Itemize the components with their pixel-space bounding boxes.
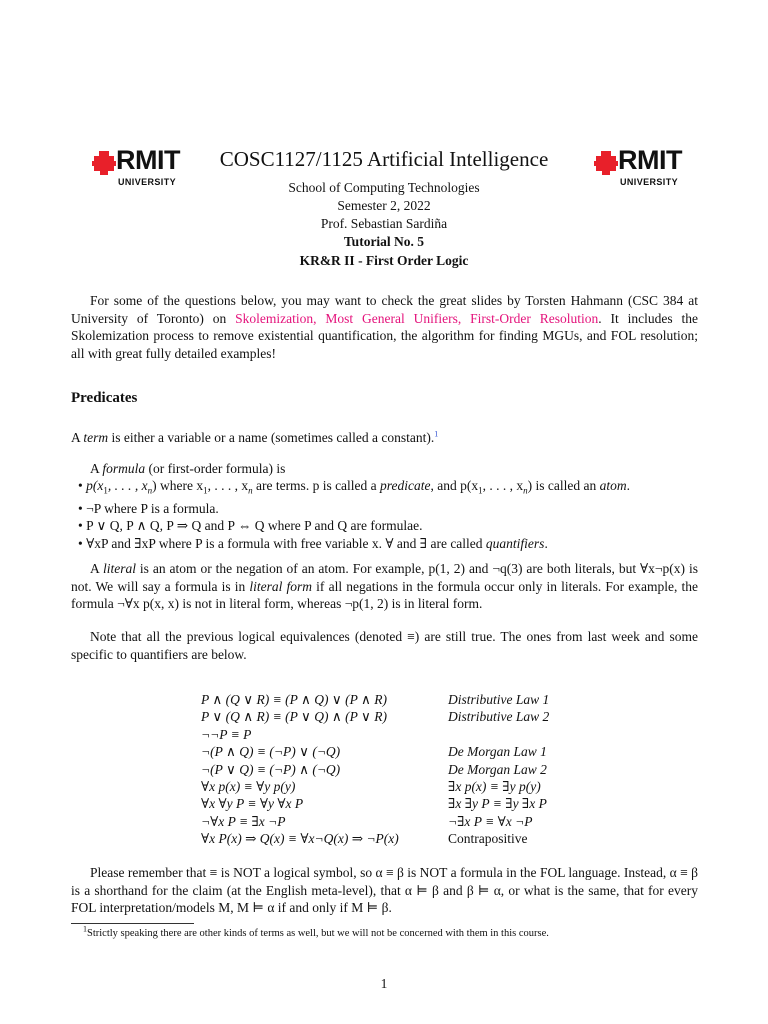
table-row [201,762,581,779]
intro-text: For some of the questions below, you may want to check the great slides by Torsten Hahmann (CSC 384 at University of Toronto) on [71,293,698,326]
list-item: • $p(x_1$, . . . , $x_n$) where $x_1$, . . . , $x_n$ are terms. p is called a predicate, and $p(x_1$, . . . , $x_n$) is called an atom. [78,478,631,496]
term-text: A [71,430,84,445]
equivalence-right: De Morgan Law 1 [448,744,547,760]
logo-text: RMIT [618,145,682,175]
table-row [201,796,581,813]
equivalence-left: ∀x p(x) ≡ ∀y p(y) [201,778,296,794]
list-item: • ∀xP and ∃xP where P is a formula with free variable x. ∀ and ∃ are called quantifiers. [78,535,548,551]
literal-paragraph [71,560,698,613]
logo-text: RMIT [116,145,180,175]
remember-text: Please remember that ≡ is NOT a logical symbol, so α ≡ β is NOT a formula in the FOL language. Instead, α ≡ β is a shorthand for the claim (at the English meta-level), that α ⊨ β and β ⊨ α, or what is the same, that for every FOL interpretation/models M, M ⊨ α if and only if M ⊨ β. [71,865,698,915]
term-text-rest: is either a variable or a name (sometimes called a constant). [108,430,435,445]
equivalence-text: Note that all the previous logical equivalences (denoted ≡) are still true. The ones from last week and some specific to quantifiers are below. [71,629,698,662]
equivalence-table [201,692,581,849]
school-name: School of Computing Technologies [288,180,480,195]
equivalence-right: ∃x ∃y P ≡ ∃y ∃x P [448,796,547,812]
footnote-number: 1 [83,924,87,934]
table-row [201,814,581,831]
b1-part: ) where x [152,478,204,493]
b3-text: P ∨ Q, P ∧ Q, P ⇒ Q and P ⇔ Q where P and Q are formulae. [86,518,423,534]
atom-word: atom [599,478,627,493]
literal-text-end: if all negations in the formula occur only in literals. For example, the formula ¬∀x p(x, x) is not in literal form, whereas ¬p(1, 2) is in literal form. [71,578,699,611]
b1-part: . [626,478,631,493]
equivalence-left: ∀x ∀y P ≡ ∀y ∀x P [201,796,304,812]
formula-text: A [90,461,103,476]
equivalence-left: ¬(P ∧ Q) ≡ (¬P) ∨ (¬Q) [201,744,341,760]
formula-bullet-list [78,477,698,552]
formula-word: formula [102,461,146,476]
footnote-mark[interactable]: 1 [434,429,439,439]
slides-link[interactable]: Skolemization, Most General Unifiers, First-Order Resolution [235,310,599,326]
b2-text: ¬P where P is a formula. [86,500,219,516]
equivalence-right: Distributive Law 1 [448,692,550,707]
footnote-text: Strictly speaking there are other kinds of terms as well, but we will not be concerned with them in this course. [87,928,549,939]
equivalence-right: ¬∃x P ≡ ∀x ¬P [448,813,533,829]
b1-part: , and p(x [430,478,479,493]
b1-part: , . . . , x [207,478,249,493]
b1-part: ) is called an [527,478,600,493]
b1-part: are terms. p is called a [252,478,381,493]
b1-part: , . . . , x [482,478,524,493]
equivalence-right: Contrapositive [448,831,528,847]
table-row [201,779,581,796]
tutorial-topic: KR&R II - First Order Logic [299,253,469,268]
semester: Semester 2, 2022 [337,198,431,213]
course-title: COSC1127/1125 Artificial Intelligence [219,147,549,171]
footnote [83,924,549,939]
intro-paragraph [71,292,698,362]
formula-intro [71,460,698,478]
literal-text: A [90,561,103,576]
equivalence-left: P ∧ (Q ∨ R) ≡ (P ∧ Q) ∨ (P ∧ R) [201,692,387,707]
equivalence-left: ∀x P(x) ⇒ Q(x) ≡ ∀x¬Q(x) ⇒ ¬P(x) [201,831,399,847]
b1-part: p(x [86,478,104,493]
literal-text-mid: is an atom or the negation of an atom. For example, p(1, 2) and ¬q(3) are both literals, but ∀x¬p(x) is not. We will say a formula is in [71,561,698,594]
equivalence-left: ¬(P ∨ Q) ≡ (¬P) ∧ (¬Q) [201,761,341,777]
section-heading-predicates: Predicates [71,390,138,406]
page-number: 1 [380,976,388,991]
b4-text: ∀xP and ∃xP where P is a formula with free variable x. ∀ and ∃ are called [86,535,486,551]
literal-word: literal [102,561,136,576]
b4-text-end: . [544,535,548,551]
predicate-word: predicate [380,478,431,493]
term-paragraph [71,429,698,447]
table-row [201,692,581,709]
intro-text-end: . It includes the Skolemization process to remove existential quantification, the algorithm for finding MGUs, and FOL resolution; all with great fully detailed examples! [71,310,698,361]
equivalence-left: ¬∀x P ≡ ∃x ¬P [201,813,286,829]
equivalence-paragraph [71,628,698,663]
literal-form-word: literal form [249,578,313,594]
table-row [201,727,581,744]
term-word: term [83,430,109,445]
b1-part: , . . . , x [107,478,148,493]
table-row [201,744,581,761]
logo-subtext: UNIVERSITY [620,177,679,187]
list-item: • P ∨ Q, P ∧ Q, P ⇒ Q and P ⇔ Q where P and Q are formulae. [78,518,423,534]
equivalence-left: P ∨ (Q ∧ R) ≡ (P ∨ Q) ∧ (P ∨ R) [201,709,387,725]
quantifiers-word: quantifiers [485,535,545,551]
professor: Prof. Sebastian Sardiña [320,216,448,231]
equivalence-right: Distributive Law 2 [448,709,550,725]
equivalence-right: De Morgan Law 2 [448,761,547,777]
equivalence-left: ¬¬P ≡ P [201,726,252,742]
footnote-divider [71,923,194,924]
equivalence-right: ∃x p(x) ≡ ∃y p(y) [448,778,541,794]
logo-subtext: UNIVERSITY [118,177,177,187]
formula-text-rest: (or first-order formula) is [145,461,286,476]
list-item: • ¬P where P is a formula. [78,500,219,516]
remember-paragraph [71,864,698,917]
tutorial-number: Tutorial No. 5 [343,234,425,249]
table-row [201,709,581,726]
table-row [201,831,581,848]
